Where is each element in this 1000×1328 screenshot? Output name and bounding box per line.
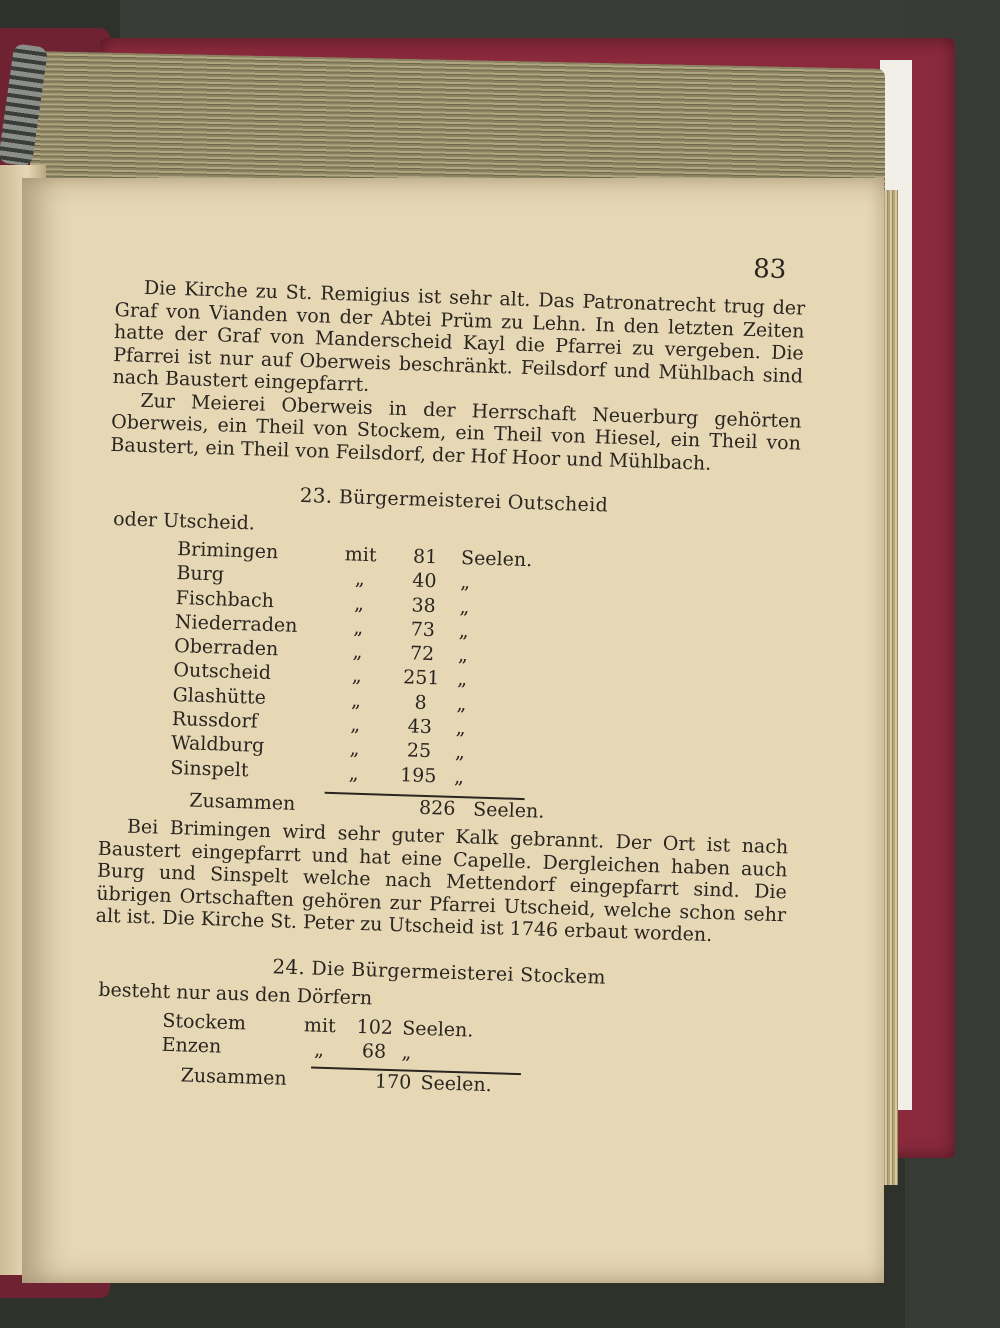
paragraph-church: Die Kirche zu St. Remigius ist sehr alt. Das Patronatrecht trug der Graf von Vianden von der Abtei Prüm zu Lehn. In den letzten Zeiten hatte der Graf von Manderscheid Kayl die Pfarrei zu vergeben. Die Pfarrei ist nur auf Oberweis beschränkt. Feilsdorf und Mühlbach sind nach Baustert eingepfarrt. (112, 276, 806, 396)
mit-label: mit (344, 543, 377, 567)
section-23-title: Bürgermeisterei Outscheid (338, 486, 609, 517)
place-name: Glashütte (172, 683, 267, 709)
population-value: 68 (361, 1040, 387, 1063)
population-value: 72 (409, 642, 435, 666)
mit-label: „ (353, 616, 364, 639)
place-name: Waldburg (170, 732, 265, 758)
mit-label: „ (352, 640, 363, 664)
unit-label: „ (454, 741, 466, 764)
place-name: Sinspelt (170, 756, 249, 782)
mit-label: „ (350, 713, 361, 736)
unit-label: „ (458, 619, 470, 643)
page-number: 83 (752, 254, 787, 286)
place-name: Burg (176, 562, 225, 586)
mit-spacer (310, 1086, 365, 1088)
paragraph-brimingen: Bei Brimingen wird sehr guter Kalk gebrannt. Der Ort ist nach Baustert eingepfarrt und hat eine Capelle. Dergleichen haben auch Burg und Sinspelt welche nach Mettendorf eingepfarrt sind. Die übrigen Ortschaften gehören zur Pfarrei Utscheid, welche schon sehr alt ist. Die Kirche St. Peter zu Utscheid ist 1746 erbaut worden. (95, 815, 789, 947)
unit-label: „ (455, 716, 466, 740)
population-value: 251 (402, 666, 440, 690)
unit-label: „ (460, 571, 471, 594)
unit-label: „ (456, 668, 468, 691)
total-label: Zusammen (189, 789, 296, 815)
unit-label: „ (457, 644, 469, 667)
place-name: Niederraden (174, 610, 298, 637)
population-value: 40 (411, 569, 437, 593)
population-value: 25 (406, 739, 432, 763)
population-value: 38 (411, 594, 437, 617)
mit-label: „ (349, 737, 360, 761)
mit-label: „ (350, 689, 362, 712)
book-page (22, 178, 884, 1283)
section-24-lead: besteht nur aus den Dörfern (98, 979, 373, 1010)
mit-spacer (344, 811, 401, 813)
total-value: 826 (418, 796, 456, 820)
section-23-lead: oder Utscheid. (112, 507, 256, 534)
unit-label: „ (456, 692, 467, 715)
population-value: 102 (356, 1015, 394, 1039)
mit-label: mit (303, 1014, 337, 1038)
total-unit: Seelen. (420, 1072, 493, 1097)
total-unit: Seelen. (472, 798, 545, 823)
place-name: Enzen (161, 1033, 222, 1058)
place-name: Stockem (162, 1009, 247, 1035)
mit-label: „ (354, 567, 366, 591)
population-value: 43 (407, 715, 433, 739)
population-value: 195 (399, 763, 437, 787)
mit-label: „ (313, 1038, 325, 1061)
population-value: 8 (414, 691, 427, 714)
background-top (120, 0, 1000, 40)
section-24-number: 24. (272, 954, 306, 980)
unit-label: Seelen. (460, 546, 533, 572)
place-name: Outscheid (173, 659, 272, 685)
unit-label: „ (401, 1041, 412, 1064)
total-label: Zusammen (180, 1064, 288, 1091)
section-23-number: 23. (299, 482, 333, 508)
unit-label: Seelen. (401, 1017, 474, 1042)
population-value: 81 (412, 545, 438, 569)
place-name: Oberraden (173, 635, 279, 661)
place-name: Russdorf (171, 708, 258, 733)
place-name: Fischbach (175, 586, 275, 612)
population-table-24 (160, 1010, 782, 1108)
unit-label: „ (453, 765, 465, 788)
population-table-23 (169, 538, 797, 833)
page-text (90, 238, 806, 1108)
unit-label: „ (459, 595, 470, 618)
mit-label: „ (348, 762, 360, 785)
place-name: Brimingen (176, 538, 279, 564)
mit-label: „ (351, 665, 363, 688)
section-24-title: Die Bürgermeisterei Stockem (311, 957, 607, 989)
population-value: 73 (410, 618, 436, 642)
paragraph-meierei: Zur Meierei Oberweis in der Herrschaft Neuerburg gehörten Oberweis, ein Theil von Stockem, ein Theil von Hiesel, ein Theil von Baustert, ein Theil von Feilsdorf, der Hof Hoor und Mühlbach. (110, 389, 802, 475)
mit-label: „ (353, 592, 365, 615)
total-value: 170 (374, 1070, 412, 1095)
